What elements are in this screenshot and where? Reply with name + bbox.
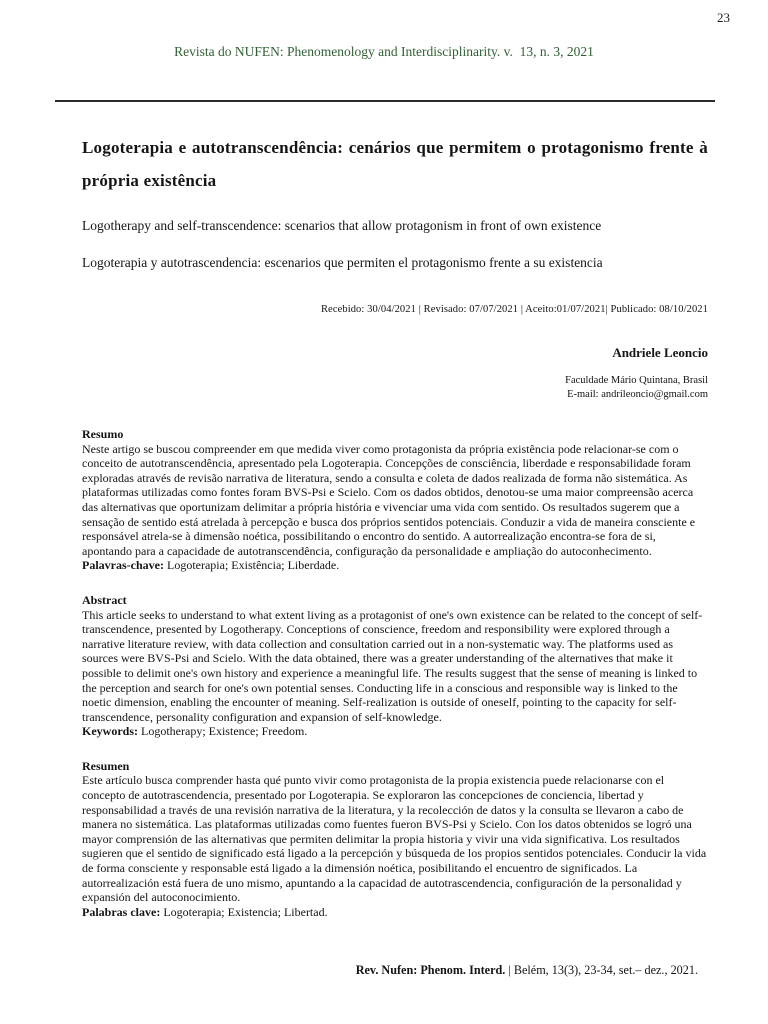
resumo-keywords: Logoterapia; Existência; Liberdade. [163,558,340,573]
submission-dates-line: Recebido: 30/04/2021 | Revisado: 07/07/2021 | Aceito:01/07/2021| Publicado: 08/10/2021 [320,304,708,315]
resumo-body: Neste artigo se buscou compreender em que medida viver como protagonista da própria existência pode relacionar-se com o conceito de autotranscendência, apresentado pela Logoterapia. Concepções de consciência, liberdade e responsabilidade foram exploradas através de revisão narrativa de literatura, sendo a consulta e coleta de dados realizada de forma não sistemática. As plataformas utilizadas como fontes foram BVS-Psi e Scielo. Com os dados obtidos, denotou-se uma maior compreensão acerca das alternativas que oportunizam delimitar a própria história e vivenciar uma vida com sentido. Os resultados sugerem que a sensação de sentido está atrelada à percepção e busca dos próprios sentidos potenciais. Conduzir a vida de maneira consciente e responsável atrela-se à dimensão noética, possibilitando o encontro do sentido. A autorrealização encontra-se fora de si, apontando para a capacidade de autotranscendência, configuração da personalidade e ampliação do autoconhecimento. [82,441,696,558]
resumen-keywords-line [82,905,708,920]
abstract-heading: Abstract [82,592,127,607]
resumen-heading: Resumen [82,758,130,773]
resumen-keywords-label: Palabras clave: [82,904,161,919]
abstract-keywords-label: Keywords: [82,724,138,739]
resumo-keywords-label: Palavras-chave: [82,558,164,573]
footer-journal-abbrev: Rev. Nufen: Phenom. Interd. [355,963,506,977]
page-number: 23 [717,10,730,25]
author-name: Andriele Leoncio [612,345,708,360]
abstract-keywords-line [82,724,708,739]
resumo-heading: Resumo [82,427,124,441]
footer-citation: | Belém, 13(3), 23-34, set.– dez., 2021. [505,963,698,977]
resumen-keywords: Logoterapia; Existencia; Libertad. [160,904,328,919]
resumo-keywords-line [82,558,708,573]
abstract-keywords: Logotherapy; Existence; Freedom. [138,724,308,739]
author-institution: Faculdade Mário Quintana, Brasil [565,375,708,386]
article-title-es: Logoterapia y autotrascendencia: escenarios que permiten el protagonismo frente a su existencia [82,255,603,270]
section-resumo [82,427,708,573]
journal-footer [356,963,698,978]
author-affiliation [82,374,708,401]
article-content [82,131,708,919]
abstract-body: This article seeks to understand to what extent living as a protagonist of one's own existence can be related to the concept of self-transcendence, presented by Logotherapy. Conceptions of conscience, freedom and responsibility were explored through a narrative literature review, with data collection and consultation carried out in a non-systematic way. The platforms used as sources were BVS-Psi and Scielo. With the data obtained, there was a greater understanding of the alternatives that make it possible to delimit one's own history and experience a meaningful life. The results suggest that the sense of meaning is linked to the perception and search for one's own potential senses. Conducting life in a conscious and responsible way is linked to the noetic dimension, enabling the encounter of meaning. Self-realization is outside of oneself, pointing to the capacity for self-transcendence, personality configuration and expansion of self-knowledge. [82,607,703,724]
section-resumen [82,759,708,920]
header-divider-rule [55,100,715,102]
journal-header: Revista do NUFEN: Phenomenology and Interdisciplinarity. v. 13, n. 3, 2021 [174,44,594,59]
resumen-body: Este artículo busca comprender hasta qué punto vivir como protagonista de la propia existencia puede relacionarse con el concepto de autotrascendencia, presentado por Logoterapia. Se exploraron las concepciones de conciencia, libertad y responsabilidad a través de una revisión narrativa de la literatura, y la recolección de datos y la consulta se llevaron a cabo de manera no sistemática. Las plataformas utilizadas como fuentes fueron BVS-Psi y Scielo. Con los datos obtenidos se logró una mayor comprensión de las alternativas que permiten delimitar la propia historia y vivir una vida significativa. Los resultados sugieren que el sentido de significado está ligado a la percepción y búsqueda de los propios sentidos potenciales. Conducir la vida de forma consciente y responsable está ligado a la dimensión noética, posibilitando el encuentro de significados. La autorrealización está fuera de uno mismo, apuntando a la capacidad de autotrascendencia, configuración de la personalidad y expansión del autoconocimiento. [82,773,707,905]
author-block [82,345,708,401]
article-title-en: Logotherapy and self-transcendence: scenarios that allow protagonism in front of own existence [82,218,602,233]
section-abstract [82,593,708,739]
article-title-pt: Logoterapia e autotranscendência: cenários que permitem o protagonismo frente à própria existência [82,138,708,190]
author-email: E-mail: andrileoncio@gmail.com [567,388,708,400]
